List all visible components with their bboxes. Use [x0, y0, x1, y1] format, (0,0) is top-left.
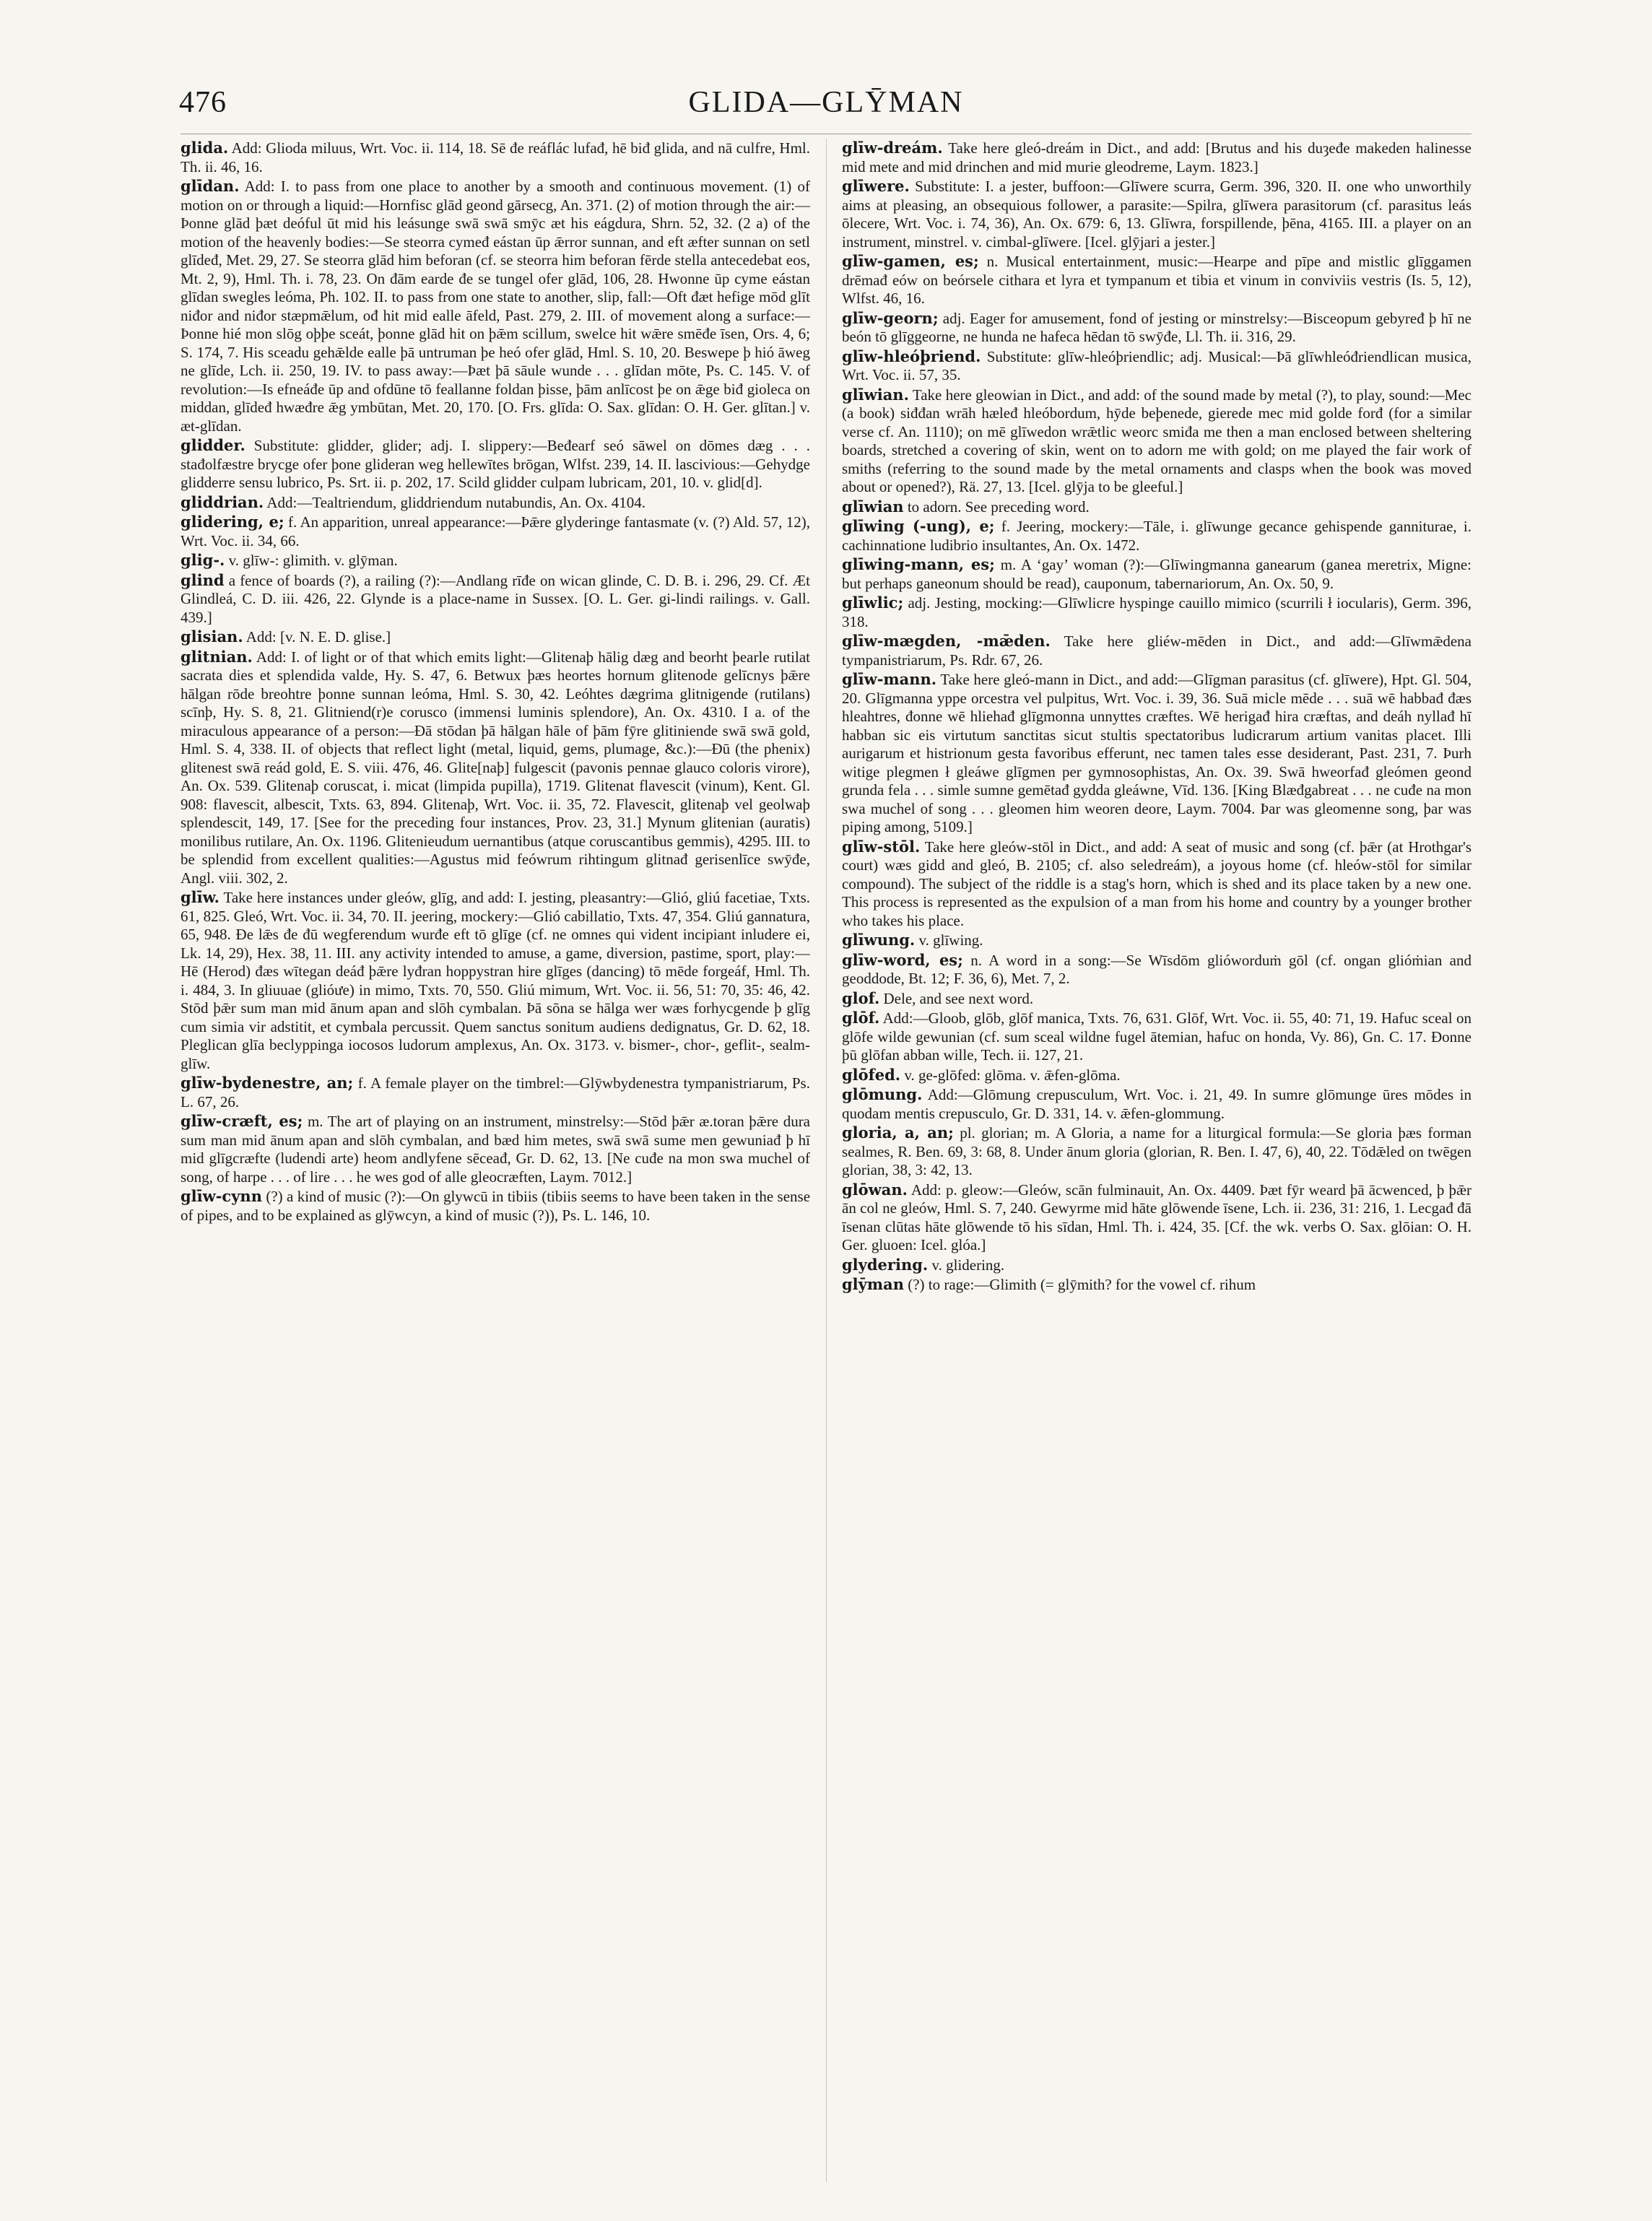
entry-text: Add: p. gleow:—Gleów, scān fulminauit, An. Ox. 4409. Þæt fȳr weard þā ācwenced, þ þǣr ān col ne gleów, Hml. S. 7, 240. Gewyrme mid hāte glōwende īsene, Lch. ii. 236, 31: 216, 1. Lecgađ đā īsenan clūtas hāte glōwende tō his sīdan, Hml. Th. i. 424, 35. [Cf. the wk. verbs O. Sax. glōian: O. H. Ger. gluoen: Icel. glóa.] — [842, 1181, 1471, 1253]
entry-headword: glīw-stōl. — [842, 837, 921, 856]
entry-headword: glīw-dreám. — [842, 139, 943, 157]
dictionary-entry — [842, 632, 1471, 669]
entry-headword: glīw-cræft, es; — [181, 1112, 303, 1130]
entry-text: Substitute: glidder, glider; adj. I. slippery:—Beđearf seó sāwel on dōmes dæg . . . stađolfæstre brycge ofer þone glideran weg hellewītes brōgan, Wlfst. 239, 14. II. lascivious:—Gehydge glidderre sensu lubrico, Ps. Srt. ii. p. 202, 17. Scild glidder culpam lubricam, 201, 10. v. glid[d]. — [181, 437, 810, 491]
entry-text: Add: I. of light or of that which emits light:—Glitenaþ hālig dæg and beorht þearle rutilat sacrata dies et splendida valde, Hy. S. 47, 6. Betwux þæs heortes hornum glitenode gelīcnys þǣre hālgan rōde breohtre þonne sunnan leóma, Hml. S. 30, 42. Leóhtes dægrima glitnigende (rutilans) scīnþ, Hy. S. 8, 21. Glitniend(r)e corusco (immensi luminis splendore), An. Ox. 4310. I a. of the miraculous appearance of a person:—Đā stōdan þā hālgan hāle of þām fȳre glitiniende swā swā gold, Hml. S. 4, 338. II. of objects that reflect light (metal, liquid, gems, plumage, &c.):—Đū (the phenix) glitenest swā reád gold, E. S. viii. 476, 46. Glite[naþ] fulgescit (pavonis pennae glauco coloris virore), An. Ox. 539. Glitenaþ coruscat, i. micat (limpida pupilla), 1719. Glitenat flavescit (vinum), Kent. Gl. 908: flavescit, albescit, Txts. 63, 894. Glitenaþ, Wrt. Voc. ii. 35, 72. Flavescit, glitenaþ vel geolwaþ splendescit, 149, 17. [See for the preceding four instances, Prov. 23, 31.] Mynum glitenian (auratis) monilibus rutilare, An. Ox. 1196. Glitenieudum uernantibus (atque coruscantibus gemmis), 4295. III. to be splendid from excellent qualities:—Agustus mid feówrum rihtingum glitnađ gerisenlīce swȳđe, Angl. viii. 302, 2. — [181, 648, 810, 887]
entry-headword: glīwung. — [842, 931, 916, 949]
entry-headword: glīwing (-ung), e; — [842, 517, 995, 535]
entry-text: (?) a kind of music (?):—On glywcū in tibiis (tibiis seems to have been taken in the sense of pipes, and to be explained as glȳwcyn, a kind of music (?)), Ps. L. 146, 10. — [181, 1188, 810, 1224]
entry-text: Take here instances under gleów, glīg, and add: I. jesting, pleasantry:—Glió, gliú facetiae, Txts. 61, 825. Gleó, Wrt. Voc. ii. 34, 70. II. jeering, mockery:—Glió cabillatio, Txts. 47, 354. Gliú gannatura, 65, 948. Đe lǣs đe đū wegferendum wurđe eft tō glīge (cf. ne omnes qui vident incipiant inludere ei, Lk. 14, 29), Hex. 38, 11. III. any activity intended to amuse, a game, diversion, pastime, sport, play:—Hē (Herod) đæs wītegan deáđ þǣre lyđran hoppystran hire glīges (dancing) tō mēde forgeáf, Hml. Th. i. 484, 3. In gliuuae (glióưe) in mimo, Txts. 70, 550. Gliú mimum, Wrt. Voc. ii. 56, 51: 70, 35: 46, 42. Stōd þǣr sum man mid ānum apan and slōh cymbalan. Þā sōna se hālga wer wæs forhycgende þ glīg cum simia vir adstitit, et cymbala percussit. Quem sanctus sonitum audiens dedignatus, Gr. D. 62, 18. Pleglican glīa beclyppinga iocosos ludorum amplexus, An. Ox. 3173. v. bismer-, chor-, geflit-, sealm-glīw. — [181, 889, 810, 1072]
entry-headword: glīw-georn; — [842, 308, 939, 327]
dictionary-entry — [181, 177, 810, 435]
entry-headword: glīwian. — [842, 385, 909, 404]
entry-headword: glīw-bydenestre, an; — [181, 1074, 354, 1092]
dictionary-entry — [181, 493, 810, 513]
entry-text: Add:—Gloob, glōb, glōf manica, Txts. 76, 631. Glōf, Wrt. Voc. ii. 55, 40: 71, 19. Hafuc sceal on glōfe wilde gewunian (cf. sum sceal wildne fugel ātemian, hafuc on honda, Vy. 86), Gn. C. 17. Đonne þū glōfan abban wille, Tech. ii. 127, 21. — [842, 1009, 1471, 1064]
page-number: 476 — [179, 86, 227, 119]
dictionary-entry — [181, 648, 810, 888]
entry-headword: glīwing-mann, es; — [842, 555, 995, 573]
dictionary-entry — [181, 571, 810, 627]
entry-text: v. glīwing. — [918, 931, 983, 949]
dictionary-entry — [842, 951, 1471, 988]
entry-headword: glȳman — [842, 1275, 904, 1293]
entry-headword: glind — [181, 570, 225, 589]
entry-text: Take here gleó-mann in Dict., and add:—Glīgman parasitus (cf. glīwere), Hpt. Gl. 504, 20. Glīgmanna yppe orcestra vel pulpitus, Wrt. Voc. i. 39, 36. Suā micle mēde . . . suā wē habbađ đæs hleahtres, đonne wē hliehađ glīgmonna unnyttes cræftes. Wē herigađ hira cræftas, and deáh nyllađ hī habban sic eis virtutum sanctitas sicut stultis spectatoribus ludicrarum artium vanitas placet. Illi aurigarum et histrionum gesta favoribus efferunt, nec tamen tales esse desiderant, Past. 231, 7. Þurh witige plegmen ł gleáwe glīgmen per gymnosophistas, An. Ox. 39. Swā hweorfađ gleómen geond grunda fela . . . simle sumne gemētađ gydda gleáwne, Vīd. 136. [King Blæđgabreat . . . ne cuđe na mon swa muchel of song . . . gleomen him weoren deore, Laym. 7004. Þar was gleomenne song, þar was piping among, 5109.] — [842, 671, 1471, 835]
entry-text: Add:—Tealtriendum, gliddriendum nutabundis, An. Ox. 4104. — [266, 493, 645, 511]
entry-text: Take here gleów-stōl in Dict., and add: A seat of music and song (cf. þǣr (at Hrothgar's court) wæs gidd and gleó, B. 2105; cf. also seledreám), a joyous home (cf. hleów-stōl for similar compound). The subject of the riddle is a stag's horn, which is shed and its place taken by a new one. This process is represented as the expulsion of a man from his home and country by a younger brother who takes his place. — [842, 838, 1471, 929]
dictionary-entry — [842, 1066, 1471, 1085]
right-column — [842, 139, 1471, 2182]
dictionary-entry — [842, 517, 1471, 555]
entry-text: f. An apparition, unreal appearance:—Þǣre glyderinge fantasmate (v. (?) Ald. 57, 12), Wrt. Voc. ii. 34, 66. — [181, 513, 810, 549]
dictionary-entry — [842, 989, 1471, 1009]
dictionary-entry — [181, 627, 810, 647]
left-column — [181, 139, 810, 2182]
entry-headword: glisian. — [181, 627, 243, 646]
dictionary-entry — [181, 436, 810, 492]
entry-headword: glōf. — [842, 1009, 880, 1027]
entry-text: v. glīw-: glimith. v. glȳman. — [228, 552, 398, 569]
entry-text: Dele, and see next word. — [883, 989, 1034, 1007]
entry-headword: glīw-word, es; — [842, 950, 963, 969]
entry-headword: glīw-mægden, -mǣden. — [842, 632, 1051, 650]
entry-headword: glīwlic; — [842, 594, 904, 612]
entry-text: to adorn. See preceding word. — [907, 497, 1090, 516]
entry-text: Add:—Glōmung crepusculum, Wrt. Voc. i. 21, 49. In sumre glōmunge ūres mōdes in quodam mentis crepusculo, Gr. D. 331, 14. v. ǣfen-glommung. — [842, 1086, 1471, 1122]
entry-text: Add: I. to pass from one place to another by a smooth and continuous movement. (1) of motion on or through a liquid:—Hornfisc glād geond gārsecg, An. 371. (2) of motion through the air:—Þonne glād þæt deóful ūt mid his leásunge swā swā smȳc æt his eágdura, Shrn. 52, 32. (2 a) of the motion of the heavenly bodies:—Se steorra cymeđ eástan ūp ǣrror sunnan, and eft æfter sunnan on setl glīdeđ, Met. 29, 27. Se steorra glād him beforan (cf. se steorra him beforan fērde stella antecedebat eos, Mt. 2, 9), Hml. Th. i. 78, 23. On đām earde đe se tungel ofer glād, 106, 28. Hwonne ūp cyme eástan glīdan swegles leóma, Ph. 102. II. to pass from one state to another, slip, fall:—Oft đæt hefige mōd glīt niđor and niđor stæpmǣlum, ođ hit mid ealle āfeld, Past. 279, 2. III. of movement along a surface:—Þonne hié mon slōg oþþe sceát, þonne glād hit on þǣm scillum, swelce hit wǣre smēđe īsen, Ors. 4, 6; S. 174, 7. His sceadu gehǣlde ealle þā untruman þe heó ofer glād, Hml. S. 10, 20. Beswepe þ hió āweg ne glīde, Lch. ii. 250, 19. IV. to pass away:—Þæt þā sāule wunde . . . glīdan mōte, Ps. C. 145. V. of revolution:—Is efneáđe ūp and ofdūne tō feallanne foldan þisse, þām anlīcost þe on ǣge biđ gioleca on middan, glīdeđ hwæđre ǣg ymbūtan, Met. 20, 170. [O. Frs. glīda: O. Sax. glīdan: O. H. Ger. glītan.] v. æt-glīdan. — [181, 178, 810, 435]
entry-text: adj. Jesting, mocking:—Glīwlicre hyspinge cauillo mimico (scurrili ł iocularis), Germ. 396, 318. — [842, 594, 1471, 630]
entry-text: m. The art of playing on an instrument, minstrelsy:—Stōd þǣr æ.toran þǣre dura sum man mid ānum apan and slōh cymbalan, and bæd him metes, swā swā sume men gewuniađ þ hī mid glīgcræfte (ludendi arte) heom andlyfene sēceađ, Gr. D. 62, 13. [Ne cuđe na mon swa muchel of song, of harpe . . . of lire . . . he wes god of alle gleocræften, Laym. 7012.] — [181, 1113, 810, 1186]
entry-headword: gloria, a, an; — [842, 1123, 954, 1142]
entry-headword: glitnian. — [181, 647, 253, 666]
dictionary-entry — [842, 386, 1471, 497]
dictionary-entry — [842, 1256, 1471, 1275]
dictionary-entry — [181, 1112, 810, 1186]
entry-headword: glīw. — [181, 888, 219, 906]
dictionary-entry — [842, 252, 1471, 308]
entry-headword: glidering, e; — [181, 513, 284, 531]
entry-text: f. A female player on the timbrel:—Glȳwbydenestra tympanistriarum, Ps. L. 67, 26. — [181, 1074, 810, 1110]
entry-text: Substitute: glīw-hleóþriendlic; adj. Musical:—Þā glīwhleóđriendlican musica, Wrt. Voc. ii. 57, 35. — [842, 347, 1471, 383]
dictionary-entry — [842, 177, 1471, 251]
dictionary-entry — [181, 551, 810, 570]
entry-headword: glōmung. — [842, 1085, 923, 1103]
dictionary-entry — [842, 594, 1471, 631]
entry-text: Substitute: I. a jester, buffoon:—Glīwere scurra, Germ. 396, 320. II. one who unworthily aims at pleasing, an obsequious follower, a parasite:—Spilra, glīwera parasitorum (cf. parasitus leás ōlecere, Wrt. Voc. i. 74, 36), An. Ox. 679: 6, 13. Glīwra, forspillende, þēna, 4165. III. a player on an instrument, minstrel. v. cimbal-glīwere. [Icel. glȳjari a jester.] — [842, 178, 1471, 251]
entry-text: f. Jeering, mockery:—Tāle, i. glīwunge gecance gehispende ganniturae, i. cachinnatione ludibrio insultantes, An. Ox. 1472. — [842, 518, 1471, 554]
dictionary-entry — [181, 1187, 810, 1225]
entry-text: Add: [v. N. E. D. glise.] — [245, 628, 391, 646]
entry-headword: glīwere. — [842, 177, 910, 195]
entry-headword: glidder. — [181, 436, 245, 454]
dictionary-entry — [842, 1123, 1471, 1180]
entry-text: Take here gleowian in Dict., and add: of the sound made by metal (?), to play, sound:—Mec (a book) siđđan wrāh hæleđ hleóbordum, hȳde beþenede, gierede mec mid golde forđ (for a similar verse cf. An. 1110); on mē glīwedon wrǣtlic weorc smiđa me then a man enclosed between sheltering boards, stretched a covering of skin, went on to adorn me with gold; on me played the fair work of smiths (referring to the sound made by the metal ornaments and clasps when the book was moved about or opened?), Rä. 27, 13. [Icel. glȳja to be gleeful.] — [842, 386, 1471, 495]
entry-headword: glīwian — [842, 497, 904, 516]
entry-text: Add: Glioda miluus, Wrt. Voc. ii. 114, 18. Sē đe reáflác lufađ, hē biđ glida, and nā culfre, Hml. Th. ii. 46, 16. — [181, 139, 810, 175]
dictionary-entry — [842, 838, 1471, 931]
dictionary-entry — [181, 888, 810, 1073]
entry-headword: glida. — [181, 139, 229, 157]
column-divider — [826, 139, 827, 2182]
dictionary-entry — [842, 1009, 1471, 1065]
entry-text: m. A ‘gay’ woman (?):—Glīwingmanna ganearum (ganea meretrix, Migne: but perhaps ganeonum should be read), cauponum, tabernariorum, An. Ox. 50, 9. — [842, 556, 1471, 592]
entry-text: Take here gleó-dreám in Dict., and add: [Brutus and his duȝeđe makeden halinesse mid mete and mid drinchen and mid murie gleodreme, Laym. 1823.] — [842, 139, 1471, 175]
dictionary-entry — [842, 497, 1471, 517]
entry-headword: glīw-mann. — [842, 670, 937, 688]
entry-text: n. A word in a song:—Se Wīsdōm glióworduṁ gōl (cf. ongan glióṁian and geoddode, Bt. 12; F. 36, 6), Met. 7, 2. — [842, 951, 1471, 987]
dictionary-entry — [842, 1275, 1471, 1295]
dictionary-entry — [842, 555, 1471, 593]
entry-headword: glydering. — [842, 1255, 929, 1274]
entry-text: a fence of boards (?), a railing (?):—Andlang rīđe on wican glinde, C. D. B. i. 296, 29. Cf. Æt Glindleá, C. D. iii. 426, 22. Glynde is a place-name in Sussex. [O. L. Ger. gi-lindi railings. v. Gall. 439.] — [181, 571, 810, 626]
entry-headword: glōfed. — [842, 1065, 901, 1084]
entry-text: v. ge-glōfed: glōma. v. ǣfen-glōma. — [904, 1066, 1121, 1084]
entry-text: adj. Eager for amusement, fond of jesting or minstrelsy:—Bisceopum gebyređ þ hī ne beón tō glīggeorne, ne hunda ne hafeca hēdan tō swȳđe, Ll. Th. ii. 316, 29. — [842, 309, 1471, 345]
dictionary-entry — [842, 309, 1471, 347]
dictionary-entry — [842, 670, 1471, 837]
dictionary-entry — [842, 1181, 1471, 1255]
dictionary-entry — [842, 139, 1471, 176]
entry-headword: glīdan. — [181, 177, 240, 195]
entry-text: n. Musical entertainment, music:—Hearpe and pīpe and mistlic glīggamen drēmađ eów on beórsele cithara et lyra et tympanum et tibia et vinum in conviviis vestris (Is. 5, 12), Wlfst. 46, 16. — [842, 253, 1471, 307]
entry-headword: glof. — [842, 988, 880, 1007]
dictionary-entry — [842, 1085, 1471, 1123]
entry-text: v. glidering. — [931, 1256, 1005, 1274]
dictionary-entry — [842, 931, 1471, 950]
entry-headword: gliddrian. — [181, 492, 264, 511]
dictionary-entry — [181, 513, 810, 550]
dictionary-entry — [842, 347, 1471, 385]
entry-headword: glīw-hleóþriend. — [842, 347, 981, 365]
entry-headword: glig-. — [181, 551, 225, 569]
entry-headword: glōwan. — [842, 1180, 908, 1199]
dictionary-entry — [181, 139, 810, 176]
entry-text: Take here gliéw-mēden in Dict., and add:—Glīwmǣdena tympanistriarum, Ps. Rdr. 67, 26. — [842, 633, 1471, 669]
entry-text: (?) to rage:—Glimith (= glȳmith? for the vowel cf. rihum — [908, 1276, 1256, 1293]
running-head: GLIDA—GLȲMAN — [688, 86, 964, 119]
entry-headword: glīw-cynn — [181, 1187, 262, 1205]
dictionary-entry — [181, 1074, 810, 1111]
entry-text: pl. glorian; m. A Gloria, a name for a liturgical formula:—Se gloria þæs forman sealmes, R. Ben. 69, 3: 68, 8. Under ānum gloria (glorian, R. Ben. I. 47, 6), 40, 22. Tōdǣled on twēgen glorian, 38, 3: 42, 13. — [842, 1124, 1471, 1178]
entry-headword: glīw-gamen, es; — [842, 252, 979, 270]
